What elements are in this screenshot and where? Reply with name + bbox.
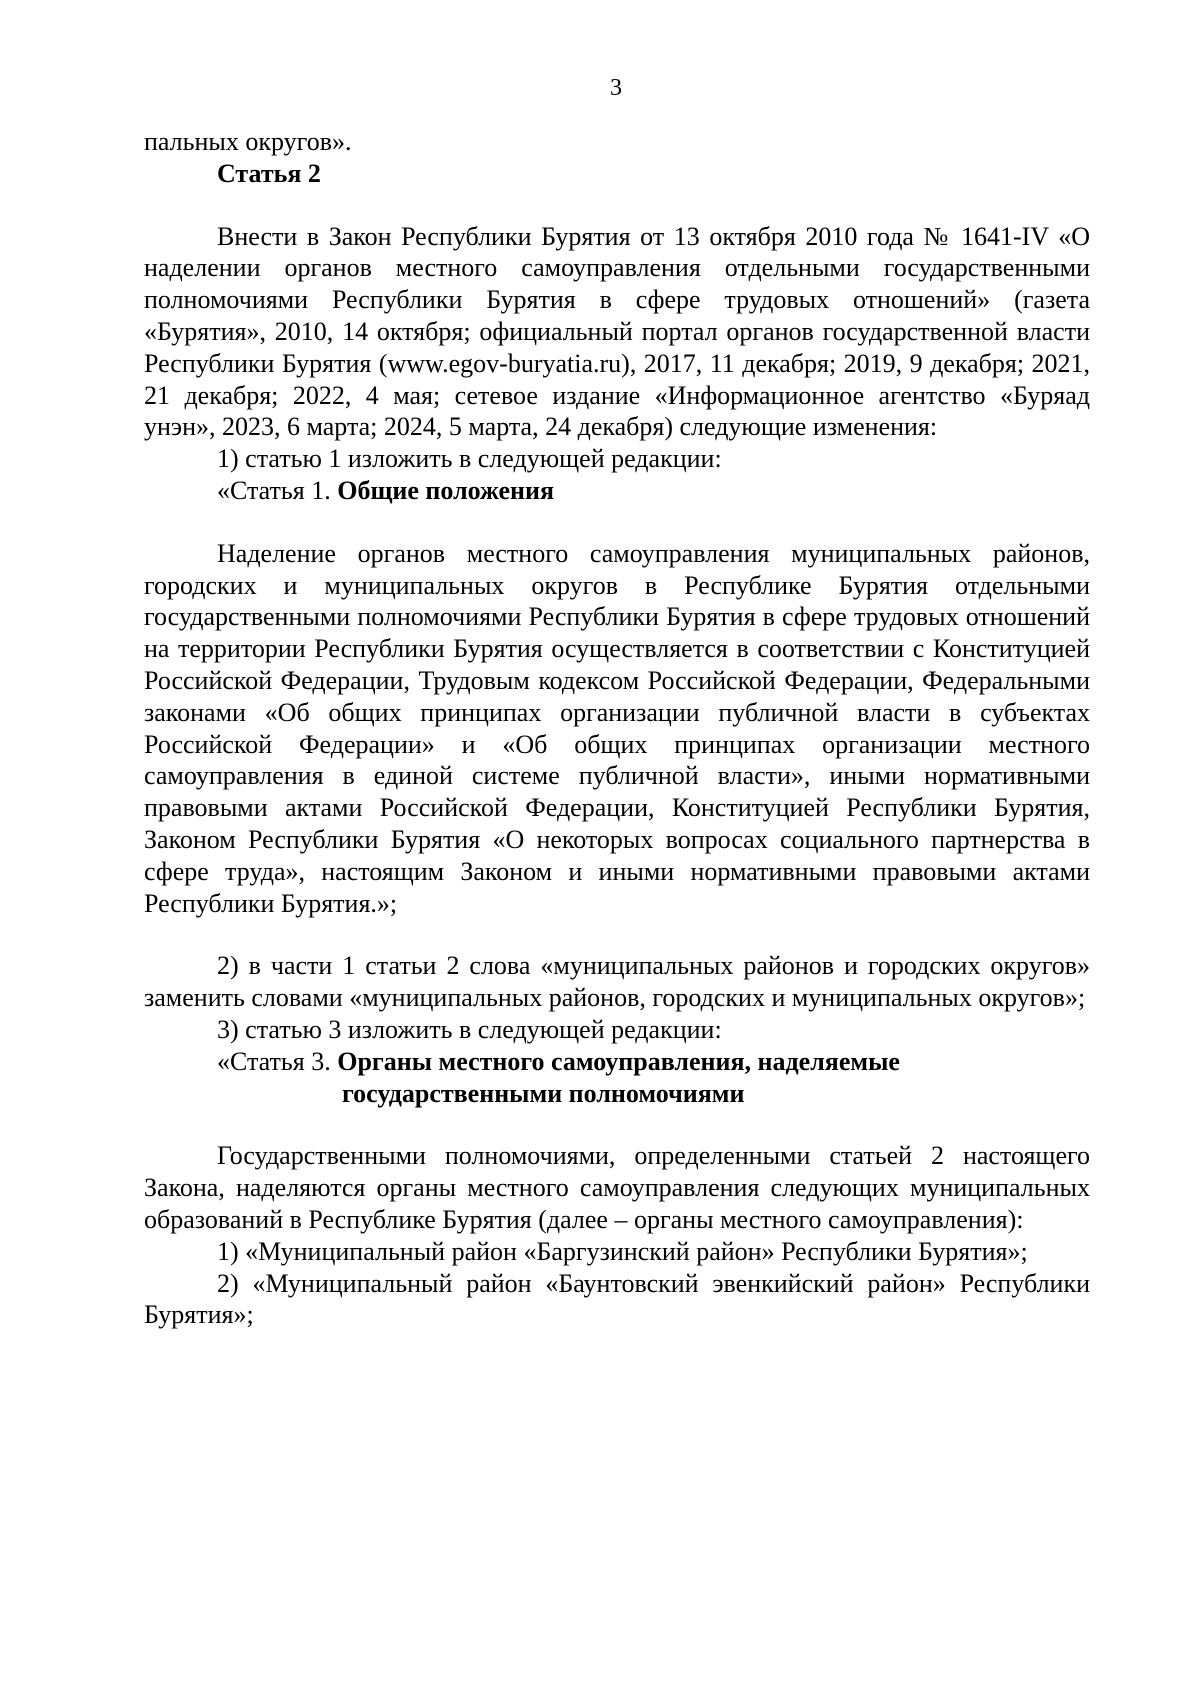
article-2-intro: Внести в Закон Республики Бурятия от 13 октября 2010 года № 1641-IV «О наделении органов местного самоуправления отдельными государственными полномочиями Республики Бурятия в сфере трудовых отношений» (газета «Бурятия», 2010, 14 октября; официальный портал органов государственной власти Республики Бурятия (www.egov-buryatia.ru), 2017, 11 декабря; 2019, 9 декабря; 2021, 21 декабря; 2022, 4 мая; сетевое издание «Информационное агентство «Буряад унэн», 2023, 6 марта; 2024, 5 марта, 24 декабря) следующие изменения: (144, 221, 1090, 442)
amendment-item-1: 1) статью 1 изложить в следующей редакции: (217, 444, 722, 474)
page-number: 3 (610, 75, 622, 101)
article-3-title-line2: государственными полномочиями (342, 1078, 745, 1108)
document-body (144, 126, 1090, 1331)
article-3-heading (144, 1046, 1090, 1110)
article-1-title: Общие положения (337, 475, 555, 505)
municipality-list-item: 1) «Муниципальный район «Баргузинский район» Республики Бурятия»; (217, 1236, 1028, 1266)
amendment-item-3: 3) статью 3 изложить в следующей редакции: (217, 1014, 722, 1044)
lead-fragment: пальных округов». (144, 127, 352, 156)
article-1-heading (144, 475, 1090, 507)
article-1-prefix: «Статья 1. (217, 475, 331, 505)
amendment-item-2: 2) в части 1 статьи 2 слова «муниципальных районов и городских округов» заменить словами «муниципальных районов, городских и муниципальных округов»; (144, 951, 1090, 1013)
article-3-prefix: «Статья 3. (217, 1046, 331, 1076)
municipality-list-item: 2) «Муниципальный район «Баунтовский эвенкийский район» Республики Бурятия»; (144, 1268, 1090, 1330)
article-3-text: Государственными полномочиями, определенными статьей 2 настоящего Закона, наделяются органы местного самоуправления следующих муниципальных образований в Республике Бурятия (далее – органы местного самоуправления): (144, 1141, 1090, 1234)
article-3-title-line1: Органы местного самоуправления, наделяемые (337, 1046, 900, 1076)
article-2-heading: Статья 2 (217, 158, 321, 188)
article-1-text: Наделение органов местного самоуправления муниципальных районов, городских и муниципальных округов в Республике Бурятия отдельными государственными полномочиями Республики Бурятия в сфере трудовых отношений на территории Республики Бурятия осуществляется в соответствии с Конституцией Российской Федерации, Трудовым кодексом Российской Федерации, Федеральными законами «Об общих принципах организации публичной власти в субъектах Российской Федерации» и «Об общих принципах организации местного самоуправления в единой системе публичной власти», иными нормативными правовыми актами Российской Федерации, Конституцией Республики Бурятия, Законом Республики Бурятия «О некоторых вопросах социального партнерства в сфере труда», настоящим Законом и иными нормативными правовыми актами Республики Бурятия.»; (144, 538, 1090, 918)
